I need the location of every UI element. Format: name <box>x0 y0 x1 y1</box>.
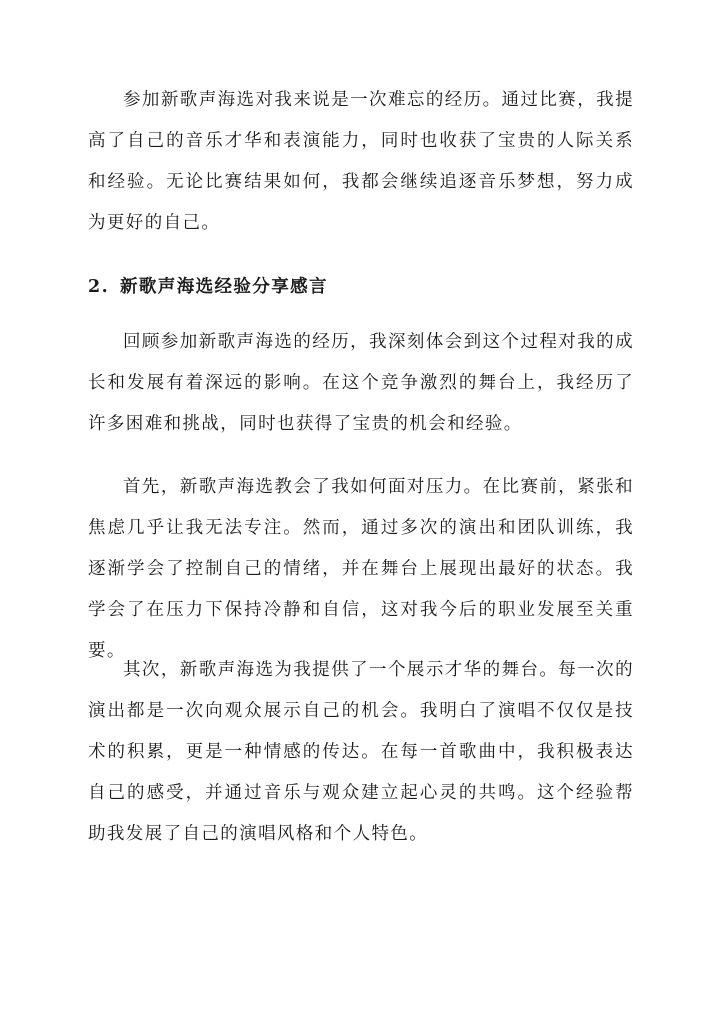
section-title: 新歌声海选经验分享感言 <box>120 277 328 297</box>
section-heading-2 <box>88 272 634 302</box>
paragraph-1: 参加新歌声海选对我来说是一次难忘的经历。通过比赛，我提高了自己的音乐才华和表演能力，同时也收获了宝贵的人际关系和经验。无论比赛结果如何，我都会继续追逐音乐梦想，努力成为更好的自己。 <box>88 90 634 233</box>
paragraph-2: 回顾参加新歌声海选的经历，我深刻体会到这个过程对我的成长和发展有着深远的影响。在这个竞争激烈的舞台上，我经历了许多困难和挑战，同时也获得了宝贵的机会和经验。 <box>88 332 634 434</box>
paragraph-4: 其次，新歌声海选为我提供了一个展示才华的舞台。每一次的演出都是一次向观众展示自己的机会。我明白了演唱不仅仅是技术的积累，更是一种情感的传达。在每一首歌曲中，我积极表达自己的感受，并通过音乐与观众建立起心灵的共鸣。这个经验帮助我发展了自己的演唱风格和个人特色。 <box>88 660 634 844</box>
section-number: 2. <box>88 277 110 297</box>
paragraph-3: 首先，新歌声海选教会了我如何面对压力。在比赛前，紧张和焦虑几乎让我无法专注。然而，通过多次的演出和团队训练，我逐渐学会了控制自己的情绪，并在舞台上展现出最好的状态。我学会了在压力下保持冷静和自信，这对我今后的职业发展至关重要。 <box>88 477 634 661</box>
